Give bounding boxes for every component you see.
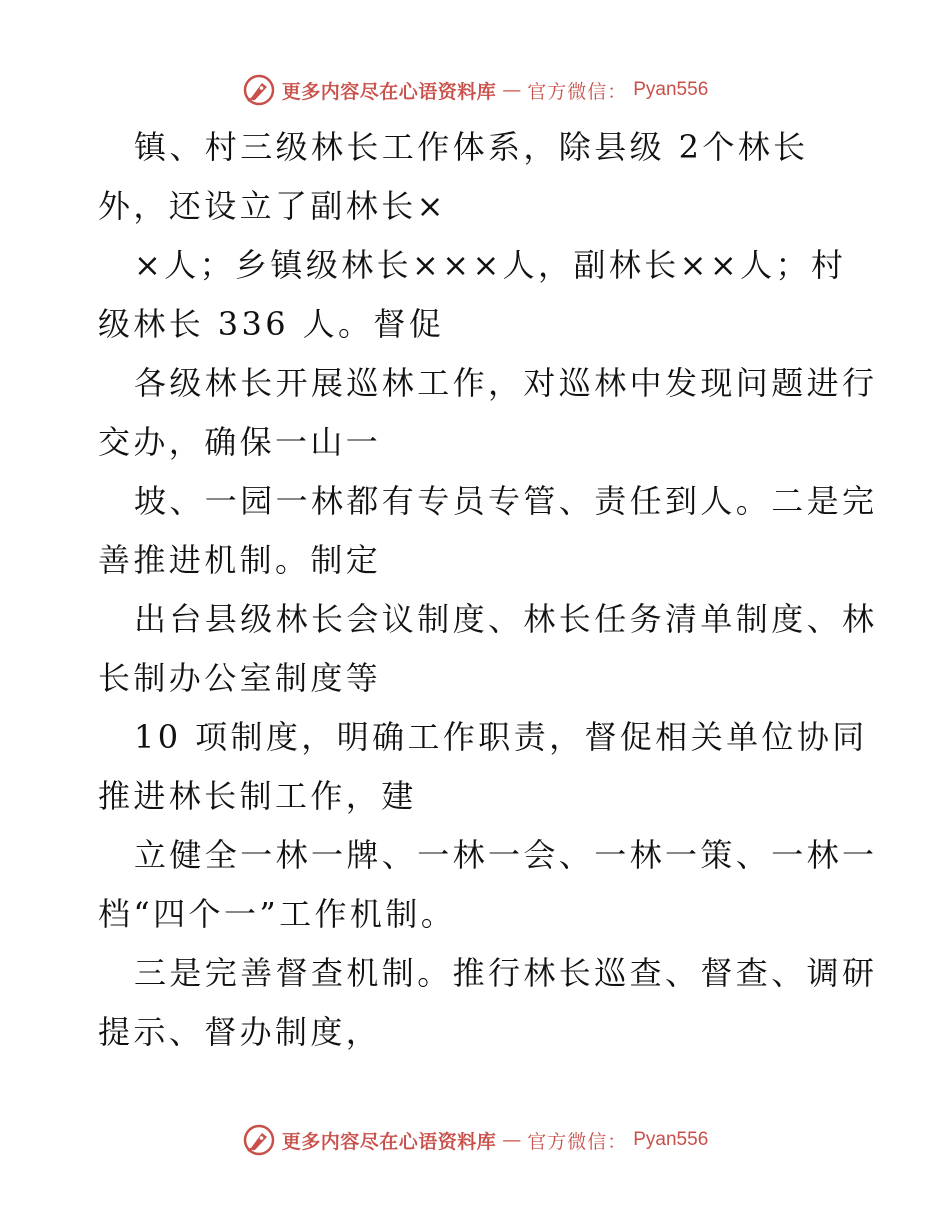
banner-wechat-label: 官方微信： xyxy=(527,1130,628,1153)
text-line: 交办，确保一山一 xyxy=(98,423,382,461)
text-line: 推进林长制工作，建 xyxy=(98,777,417,815)
text-line: 提示、督办制度， xyxy=(98,1013,382,1051)
text-line: 坡、一园一林都有专员专管、责任到人。二是完 xyxy=(134,482,878,520)
footer-banner-content xyxy=(242,1123,709,1157)
pen-nib-logo-icon xyxy=(242,73,276,107)
pen-nib-logo-icon xyxy=(242,1123,276,1157)
text-line: 出台县级林长会议制度、林长任务清单制度、林 xyxy=(134,600,878,638)
text-line: 立健全一林一牌、一林一会、一林一策、一林一 xyxy=(134,836,878,874)
text-line: 善推进机制。制定 xyxy=(98,541,382,579)
banner-wechat-id: Pyan556 xyxy=(633,79,709,100)
text-line: 三是完善督查机制。推行林长巡查、督查、调研 xyxy=(134,954,878,992)
text-line: 各级林长开展巡林工作，对巡林中发现问题进行 xyxy=(134,364,878,402)
header-banner xyxy=(0,70,950,110)
text-line: 10 项制度，明确工作职责，督促相关单位协同 xyxy=(134,718,868,756)
banner-site-name: 更多内容尽在心语资料库 xyxy=(281,80,497,103)
document-body xyxy=(98,118,878,1062)
text-line: 外，还设立了副林长× xyxy=(98,187,447,225)
text-line: ×人；乡镇级林长×××人，副林长××人；村 xyxy=(134,246,847,284)
text-line: 档“四个一”工作机制。 xyxy=(98,895,457,933)
banner-dash: — xyxy=(502,1129,522,1151)
text-line: 长制办公室制度等 xyxy=(98,659,382,697)
banner-site-name: 更多内容尽在心语资料库 xyxy=(281,1130,497,1153)
banner-dash: — xyxy=(502,79,522,101)
text-line: 镇、村三级林长工作体系，除县级 2个林长 xyxy=(134,128,809,166)
banner-wechat-id: Pyan556 xyxy=(633,1129,709,1150)
header-banner-content xyxy=(242,73,709,107)
banner-wechat-label: 官方微信： xyxy=(527,80,628,103)
footer-banner xyxy=(0,1120,950,1160)
text-line: 级林长 336 人。督促 xyxy=(98,305,445,343)
